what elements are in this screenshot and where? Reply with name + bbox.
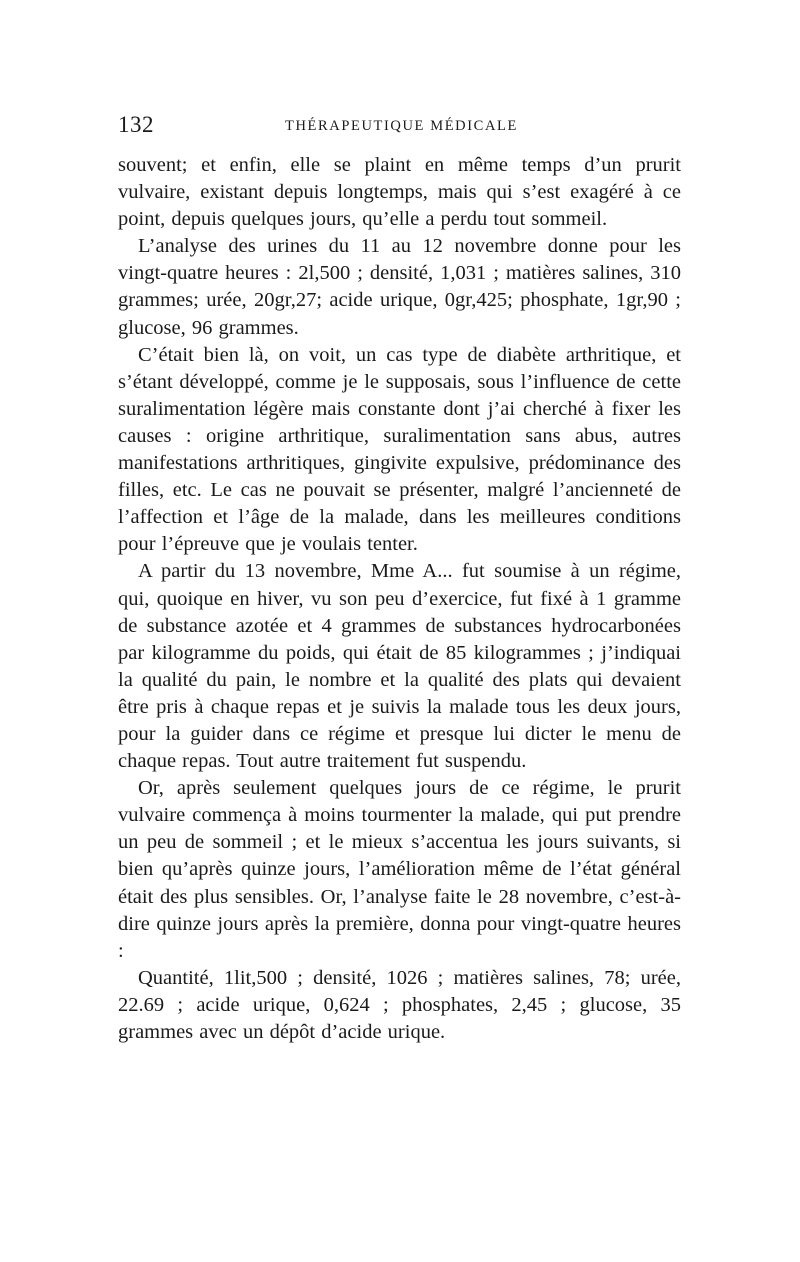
book-page — [118, 112, 681, 1046]
paragraph-diagnosis: C’était bien là, on voit, un cas type de diabète arthritique, et s’étant développé, comme je le supposais, sous l’influence de cette suralimentation légère mais constante dont j’ai cherché à fixer les causes : origine arthritique, suralimentation sans abus, autres manifestations arthritiques, gingivite expulsive, prédominance des filles, etc. Le cas ne pouvait se présenter, malgré l’ancienneté de l’affection et l’âge de la malade, dans les meilleures conditions pour l’épreuve que je voulais tenter. — [118, 343, 681, 556]
running-title: THÉRAPEUTIQUE MÉDICALE — [285, 118, 518, 134]
paragraph-improvement: Or, après seulement quelques jours de ce régime, le prurit vulvaire commença à moins tourmenter la malade, qui put prendre un peu de sommeil ; et le mieux s’accentua les jours suivants, si bien qu’après quinze jours, l’amélioration même de l’état général était des plus sensibles. Or, l’analyse faite le 28 novembre, c’est-à-dire quinze jours après la première, donna pour vingt-quatre heures : — [118, 777, 681, 962]
paragraph-regimen: A partir du 13 novembre, Mme A... fut soumise à un régime, qui, quoique en hiver, vu son peu d’exercice, fut fixé à 1 gramme de substance azotée et 4 grammes de substances hydrocarbonées par kilogramme du poids, qui était de 85 kilogrammes ; j’indiquai la qualité du pain, le nombre et la qualité des plats qui devaient être pris à chaque repas et je suivis la malade tous les deux jours, pour la guider dans ce régime et presque lui dicter le menu de chaque repas. Tout autre traitement fut suspendu. — [118, 560, 681, 773]
paragraph-first-analysis: L’analyse des urines du 11 au 12 novembre donne pour les vingt-quatre heures : 2l,500 ; densité, 1,031 ; matières salines, 310 grammes; urée, 20gr,27; acide urique, 0gr,425; phosphate, 1gr,90 ; glucose, 96 grammes. — [118, 235, 681, 339]
paragraph-continuation: souvent; et enfin, elle se plaint en même temps d’un prurit vulvaire, existant depuis longtemps, mais qui s’est exagéré à ce point, depuis quelques jours, qu’elle a perdu tout sommeil. — [118, 154, 681, 231]
running-header — [118, 112, 681, 146]
page-number: 132 — [118, 112, 154, 137]
paragraph-second-analysis: Quantité, 1lit,500 ; densité, 1026 ; matières salines, 78; urée, 22.69 ; acide urique, 0,624 ; phosphates, 2,45 ; glucose, 35 grammes avec un dépôt d’acide urique. — [118, 966, 681, 1043]
